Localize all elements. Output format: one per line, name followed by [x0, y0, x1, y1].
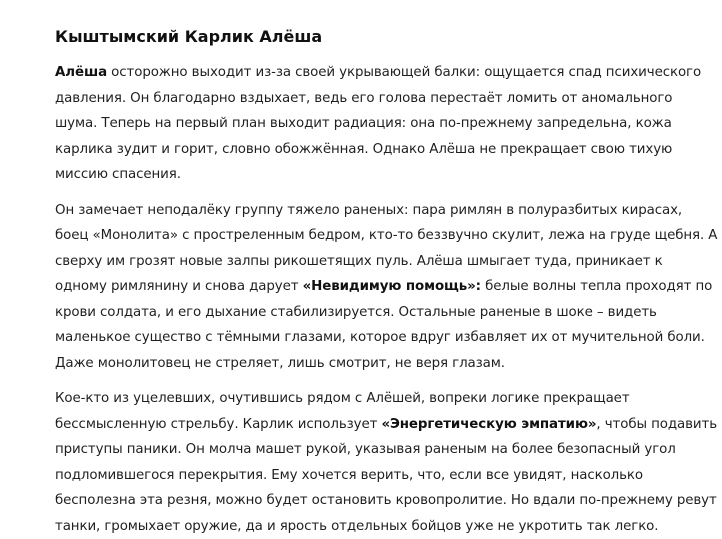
paragraph-1	[55, 60, 718, 188]
paragraph-1-text: осторожно выходит из-за своей укрывающей балки: ощущается спад психического давления. Он благодарно вздыхает, ведь его голова перестаёт ломить от аномального шума. Теперь на первый план выходит радиация: она по-прежнему запредельна, кожа карлика зудит и горит, словно обожжённая. Однако Алёша не прекращает свою тихую миссию спасения.	[55, 65, 702, 182]
paragraph-3-text-before: Кое-кто из уцелевших, очутившись рядом с Алёшей, вопреки логике прекращает бессмысленную стрельбу. Карлик использует	[55, 391, 630, 432]
paragraph-2	[55, 198, 718, 377]
paragraph-2-text-before: Он замечает неподалёку группу тяжело раненых: пара римлян в полуразбитых кирасах, боец «Монолита» с простреленным бедром, кто-то беззвучно скулит, лежа на груде щебня. А сверху им грозят новые залпы рикошетящих пуль. Алёша шмыгает туда, приникает к одному римлянину и снова дарует	[55, 202, 718, 294]
character-name: Алёша	[55, 65, 108, 80]
paragraph-2-text-after: белые волны тепла проходят по крови солдата, и его дыхание стабилизируется. Остальные раненые в шоке – видеть маленькое существо с тёмными глазами, которое вдруг избавляет их от мучительной боли. Даже монолитовец не стреляет, лишь смотрит, не веря глазам.	[55, 279, 713, 371]
ability-invisible-help: «Невидимую помощь»:	[302, 279, 481, 294]
paragraph-3	[55, 386, 718, 539]
article-title: Кыштымский Карлик Алёша	[55, 27, 323, 46]
ability-energy-empathy: «Энергетическую эмпатию»	[381, 416, 597, 432]
paragraph-3-text-after: , чтобы подавить приступы паники. Он молча машет рукой, указывая раненым на более безопасный угол подломившегося перекрытия. Ему хочется верить, что, если все увидят, насколько бесполезна эта резня, можно будет остановить кровопролитие. Но вдали по-прежнему ревут танки, громыхает оружие, да и ярость отдельных бойцов уже не укротить так легко.	[55, 416, 718, 534]
